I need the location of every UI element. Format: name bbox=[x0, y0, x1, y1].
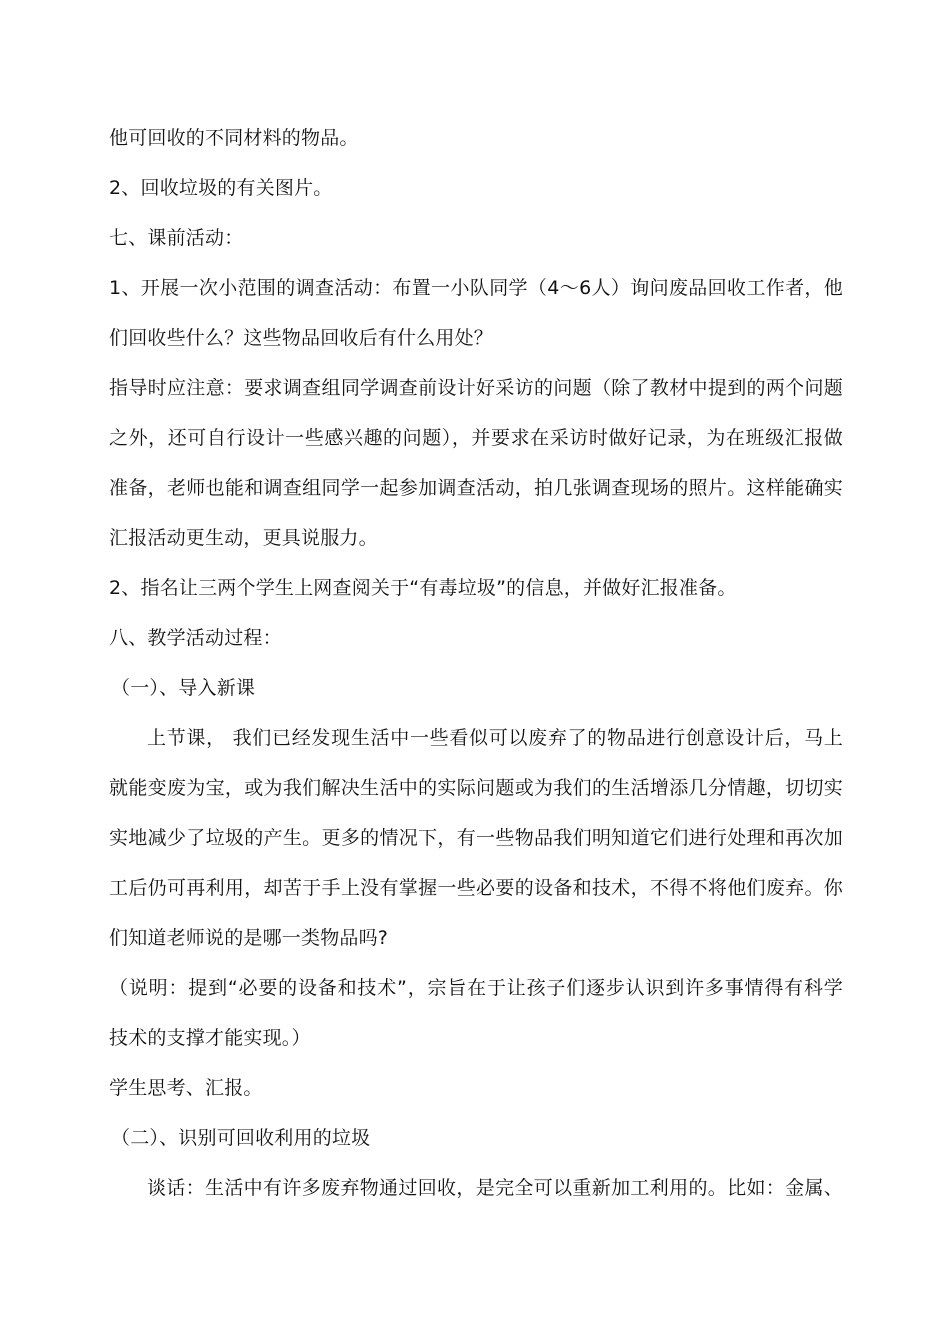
section-heading: 七、课前活动： bbox=[109, 227, 244, 249]
text-line: 2、回收垃圾的有关图片。 bbox=[109, 177, 333, 199]
text-line: 上节课， 我们已经发现生活中一些看似可以废弃了的物品进行创意设计后，马上 bbox=[147, 727, 843, 749]
text-line: 就能变废为宝，或为我们解决生活中的实际问题或为我们的生活增添几分情趣，切切实 bbox=[109, 777, 843, 799]
text-line: 指导时应注意：要求调查组同学调查前设计好采访的问题（除了教材中提到的两个问题 bbox=[109, 377, 843, 399]
text-line: 之外，还可自行设计一些感兴趣的问题），并要求在采访时做好记录，为在班级汇报做 bbox=[109, 427, 843, 449]
text-line: 技术的支撑才能实现。） bbox=[109, 1027, 311, 1049]
text-line: 汇报活动更生动，更具说服力。 bbox=[109, 527, 378, 549]
text-line: （说明：提到“必要的设备和技术”，宗旨在于让孩子们逐步认识到许多事情得有科学 bbox=[109, 977, 843, 999]
text-line: 1、开展一次小范围的调查活动：布置一小队同学（4～6人）询问废品回收工作者，他 bbox=[109, 277, 843, 299]
text-line: 们知道老师说的是哪一类物品吗? bbox=[109, 927, 389, 949]
text-line: 谈话：生活中有许多废弃物通过回收，是完全可以重新加工利用的。比如：金属、 bbox=[147, 1177, 843, 1199]
text-line: 准备，老师也能和调查组同学一起参加调查活动，拍几张调查现场的照片。这样能确实 bbox=[109, 477, 843, 499]
text-line: 2、指名让三两个学生上网查阅关于“有毒垃圾”的信息，并做好汇报准备。 bbox=[109, 577, 737, 599]
subsection-heading: （一）、导入新课 bbox=[111, 677, 256, 699]
subsection-heading: （二）、识别可回收利用的垃圾 bbox=[111, 1127, 371, 1149]
text-line: 们回收些什么？这些物品回收后有什么用处？ bbox=[109, 327, 494, 349]
text-line: 工后仍可再利用，却苦于手上没有掌握一些必要的设备和技术，不得不将他们废弃。你 bbox=[109, 877, 843, 899]
text-line: 他可回收的不同材料的物品。 bbox=[109, 127, 359, 149]
text-line: 学生思考、汇报。 bbox=[109, 1077, 263, 1099]
section-heading: 八、教学活动过程： bbox=[109, 627, 282, 649]
text-line: 实地减少了垃圾的产生。更多的情况下，有一些物品我们明知道它们进行处理和再次加 bbox=[109, 827, 843, 849]
